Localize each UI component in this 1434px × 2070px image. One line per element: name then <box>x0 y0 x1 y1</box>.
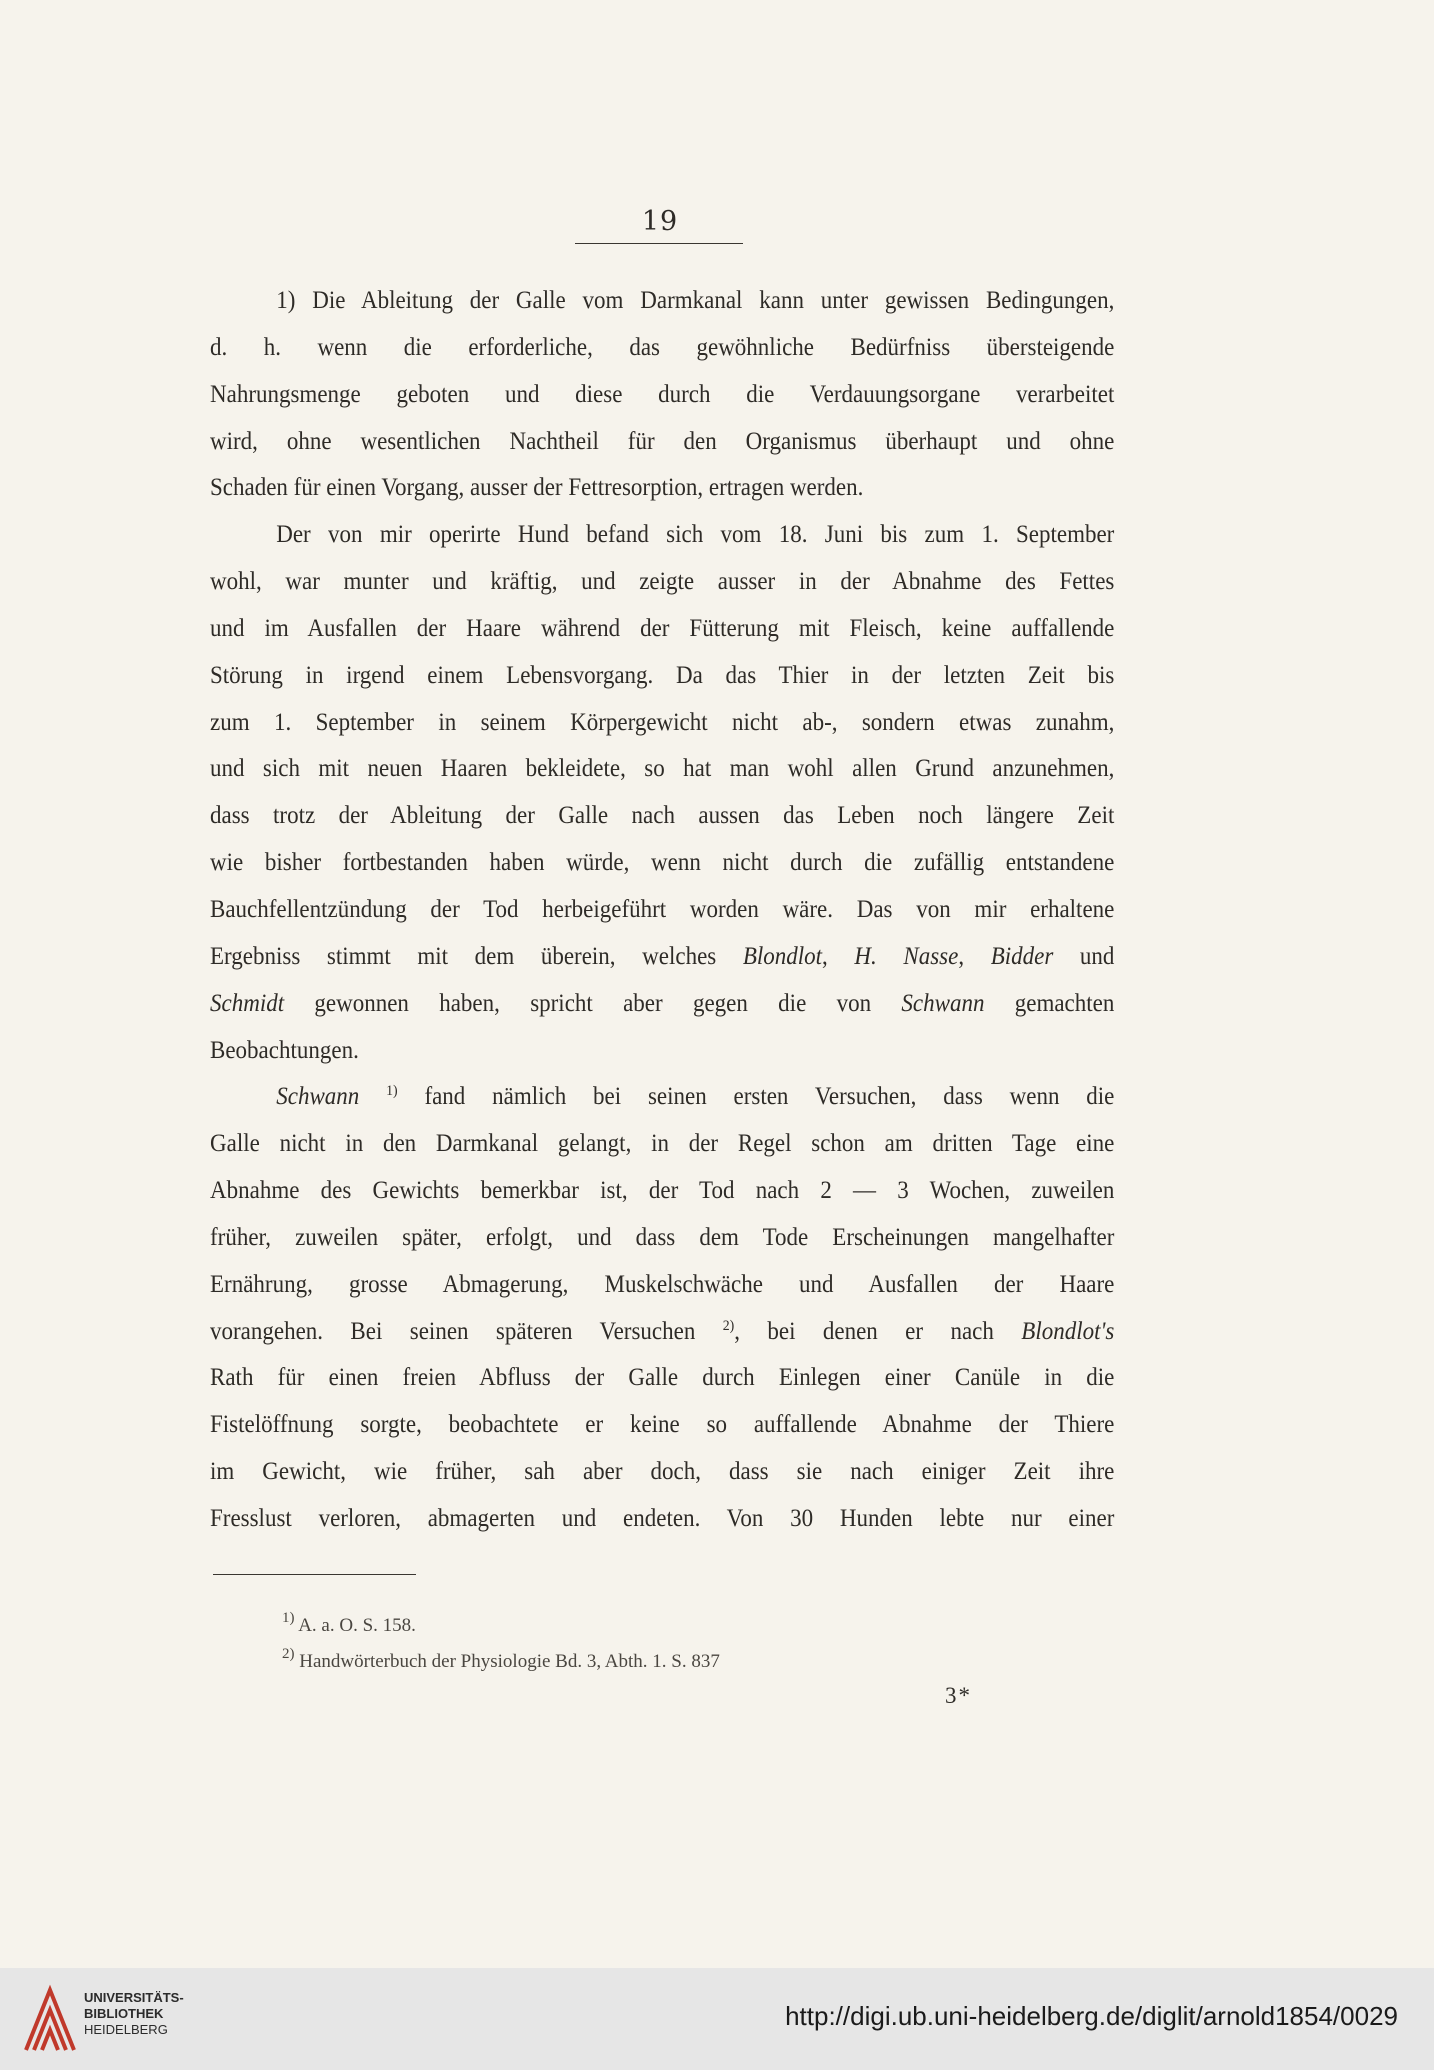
text-line: Galle nicht in den Darmkanal gelangt, in der Regel schon am dritten Tage eine <box>210 1130 1115 1158</box>
text-line: wird, ohne wesentlichen Nachtheil für den Organismus überhaupt und ohne <box>210 427 1115 455</box>
author-name: Schmidt <box>210 989 285 1017</box>
text-line: Ergebniss stimmt mit dem überein, welches Blondlot, H. Nasse, Bidder und <box>210 942 1115 970</box>
text-line: 1) Die Ableitung der Galle vom Darmkanal kann unter gewissen Bedingungen, <box>276 287 1115 314</box>
library-name: UNIVERSITÄTS- BIBLIOTHEK HEIDELBERG <box>84 1990 184 2037</box>
text-line: Schwann $^{1)}$ fand nämlich bei seinen ersten Versuchen, dass wenn die <box>276 1083 1115 1111</box>
footnote-mark: 2) <box>282 1646 295 1662</box>
text-line: Abnahme des Gewichts bemerkbar ist, der Tod nach 2 — 3 Wochen, zuweilen <box>210 1177 1115 1205</box>
text-line: Ernährung, grosse Abmagerung, Muskelschwäche und Ausfallen der Haare <box>210 1270 1115 1298</box>
footnotes <box>282 1608 982 1680</box>
footnote-rule <box>213 1574 416 1575</box>
text-line: Bauchfellentzündung der Tod herbeigeführt worden wäre. Das von mir erhaltene <box>210 895 1115 923</box>
text-line: wohl, war munter und kräftig, und zeigte ausser in der Abnahme des Fettes <box>210 568 1115 596</box>
author-name: Schwann <box>276 1083 360 1111</box>
text-line: Der von mir operirte Hund befand sich vom 18. Juni bis zum 1. September <box>276 521 1115 549</box>
body-text <box>210 278 1115 1543</box>
text-line: Schaden für einen Vorgang, ausser der Fettresorption, ertragen werden. <box>210 474 864 502</box>
text-line: Fresslust verloren, abmagerten und endeten. Von 30 Hunden lebte nur einer <box>210 1504 1115 1532</box>
text-line: wie bisher fortbestanden haben würde, wenn nicht durch die zufällig entstandene <box>210 849 1115 877</box>
author-name: H. Nasse <box>854 942 959 970</box>
text-line: Rath für einen freien Abfluss der Galle durch Einlegen einer Canüle in die <box>210 1364 1115 1392</box>
text-line: Schmidt gewonnen haben, spricht aber gegen die von Schwann gemachten <box>210 989 1115 1017</box>
text-line: Störung in irgend einem Lebensvorgang. Da das Thier in der letzten Zeit bis <box>210 661 1115 689</box>
text-line: Nahrungsmenge geboten und diese durch die Verdauungsorgane verarbeitet <box>210 380 1115 408</box>
text-line: und im Ausfallen der Haare während der Fütterung mit Fleisch, keine auffallende <box>210 614 1115 642</box>
text-line: zum 1. September in seinem Körpergewicht nicht ab-, sondern etwas zunahm, <box>210 708 1115 736</box>
author-name: Blondlot <box>742 942 823 970</box>
author-name: Schwann <box>901 989 985 1017</box>
footnote-ref: 2) <box>722 1317 735 1334</box>
footnote-mark: 1) <box>282 1610 295 1626</box>
page-number: 19 <box>641 206 679 237</box>
author-name: Bidder <box>990 942 1054 970</box>
source-url-link[interactable]: http://digi.ub.uni-heidelberg.de/diglit/arnold1854/0029 <box>785 2001 1398 2031</box>
text-line: dass trotz der Ableitung der Galle nach aussen das Leben noch längere Zeit <box>210 802 1115 830</box>
text-line: früher, zuweilen später, erfolgt, und dass dem Tode Erscheinungen mangelhafter <box>210 1223 1115 1251</box>
footnote-ref: 1) <box>386 1083 398 1100</box>
text-line: Beobachtungen. <box>210 1036 359 1064</box>
text-line: und sich mit neuen Haaren bekleidete, so hat man wohl allen Grund anzunehmen, <box>210 755 1115 783</box>
text-line: Fistelöffnung sorgte, beobachtete er keine so auffallende Abnahme der Thiere <box>210 1411 1115 1439</box>
signature-mark: 3* <box>945 1683 972 1708</box>
library-logo-icon <box>20 1980 80 2058</box>
footnote: $^{1)}$ A. a. O. S. 158. <box>282 1610 416 1636</box>
text-line: d. h. wenn die erforderliche, das gewöhnliche Bedürfniss übersteigende <box>210 333 1115 361</box>
footer-bar <box>0 1968 1434 2070</box>
author-name: Blondlot's <box>1021 1317 1115 1345</box>
header-rule <box>575 243 743 244</box>
text-line: vorangehen. Bei seinen späteren Versuchen $^{2)}$, bei denen er nach Blondlot's <box>210 1317 1115 1345</box>
text-line: im Gewicht, wie früher, sah aber doch, dass sie nach einiger Zeit ihre <box>210 1458 1115 1486</box>
footnote: $^{2)}$ Handwörterbuch der Physiologie Bd. 3, Abth. 1. S. 837 <box>282 1646 720 1672</box>
